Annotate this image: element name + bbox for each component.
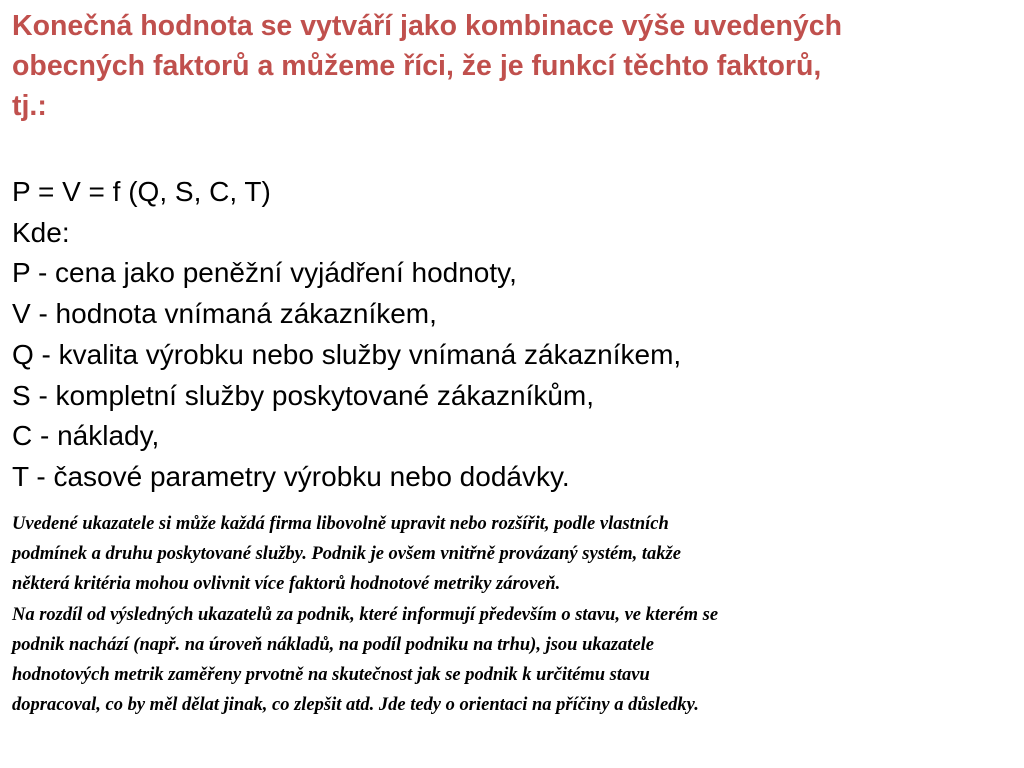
definition-services: S - kompletní služby poskytované zákazníkům, xyxy=(12,379,595,411)
note-line: Uvedené ukazatele si může každá firma libovolně upravit nebo rozšířit, podle vlastních xyxy=(12,514,669,534)
note-line: některá kritéria mohou ovlivnit více faktorů hodnotové metriky zároveň. xyxy=(12,574,561,595)
note-line: hodnotových metrik zaměřeny prvotně na skutečnost jak se podnik k určitému stavu xyxy=(12,665,650,686)
definition-quality: Q - kvalita výrobku nebo služby vnímaná zákazníkem, xyxy=(12,338,682,370)
where-label: Kde: xyxy=(12,216,70,248)
definition-price: P - cena jako peněžní vyjádření hodnoty, xyxy=(12,257,517,289)
note-line: Na rozdíl od výsledných ukazatelů za podnik, které informují především o stavu, ve kterém se xyxy=(12,604,719,625)
heading-line: obecných faktorů a můžeme říci, že je funkcí těchto faktorů, xyxy=(12,50,822,82)
note-line: dopracoval, co by měl dělat jinak, co zlepšit atd. Jde tedy o orientaci na příčiny a důsledky. xyxy=(12,695,699,716)
heading-line: Konečná hodnota se vytváří jako kombinace výše uvedených xyxy=(12,10,842,42)
heading-line: tj.: xyxy=(12,90,47,122)
note-line: podnik nachází (např. na úroveň nákladů, na podíl podniku na trhu), jsou ukazatele xyxy=(12,634,655,655)
definition-value: V - hodnota vnímaná zákazníkem, xyxy=(12,298,437,330)
slide-heading xyxy=(12,6,1012,126)
definition-time: T - časové parametry výrobku nebo dodávky. xyxy=(12,460,570,492)
note-paragraph xyxy=(12,509,1017,720)
definitions-block xyxy=(12,172,1012,498)
note-line: podmínek a druhu poskytované služby. Podnik je ovšem vnitřně provázaný systém, takže xyxy=(12,544,681,565)
formula: P = V = f (Q, S, C, T) xyxy=(12,176,271,207)
definition-costs: C - náklady, xyxy=(12,420,160,452)
